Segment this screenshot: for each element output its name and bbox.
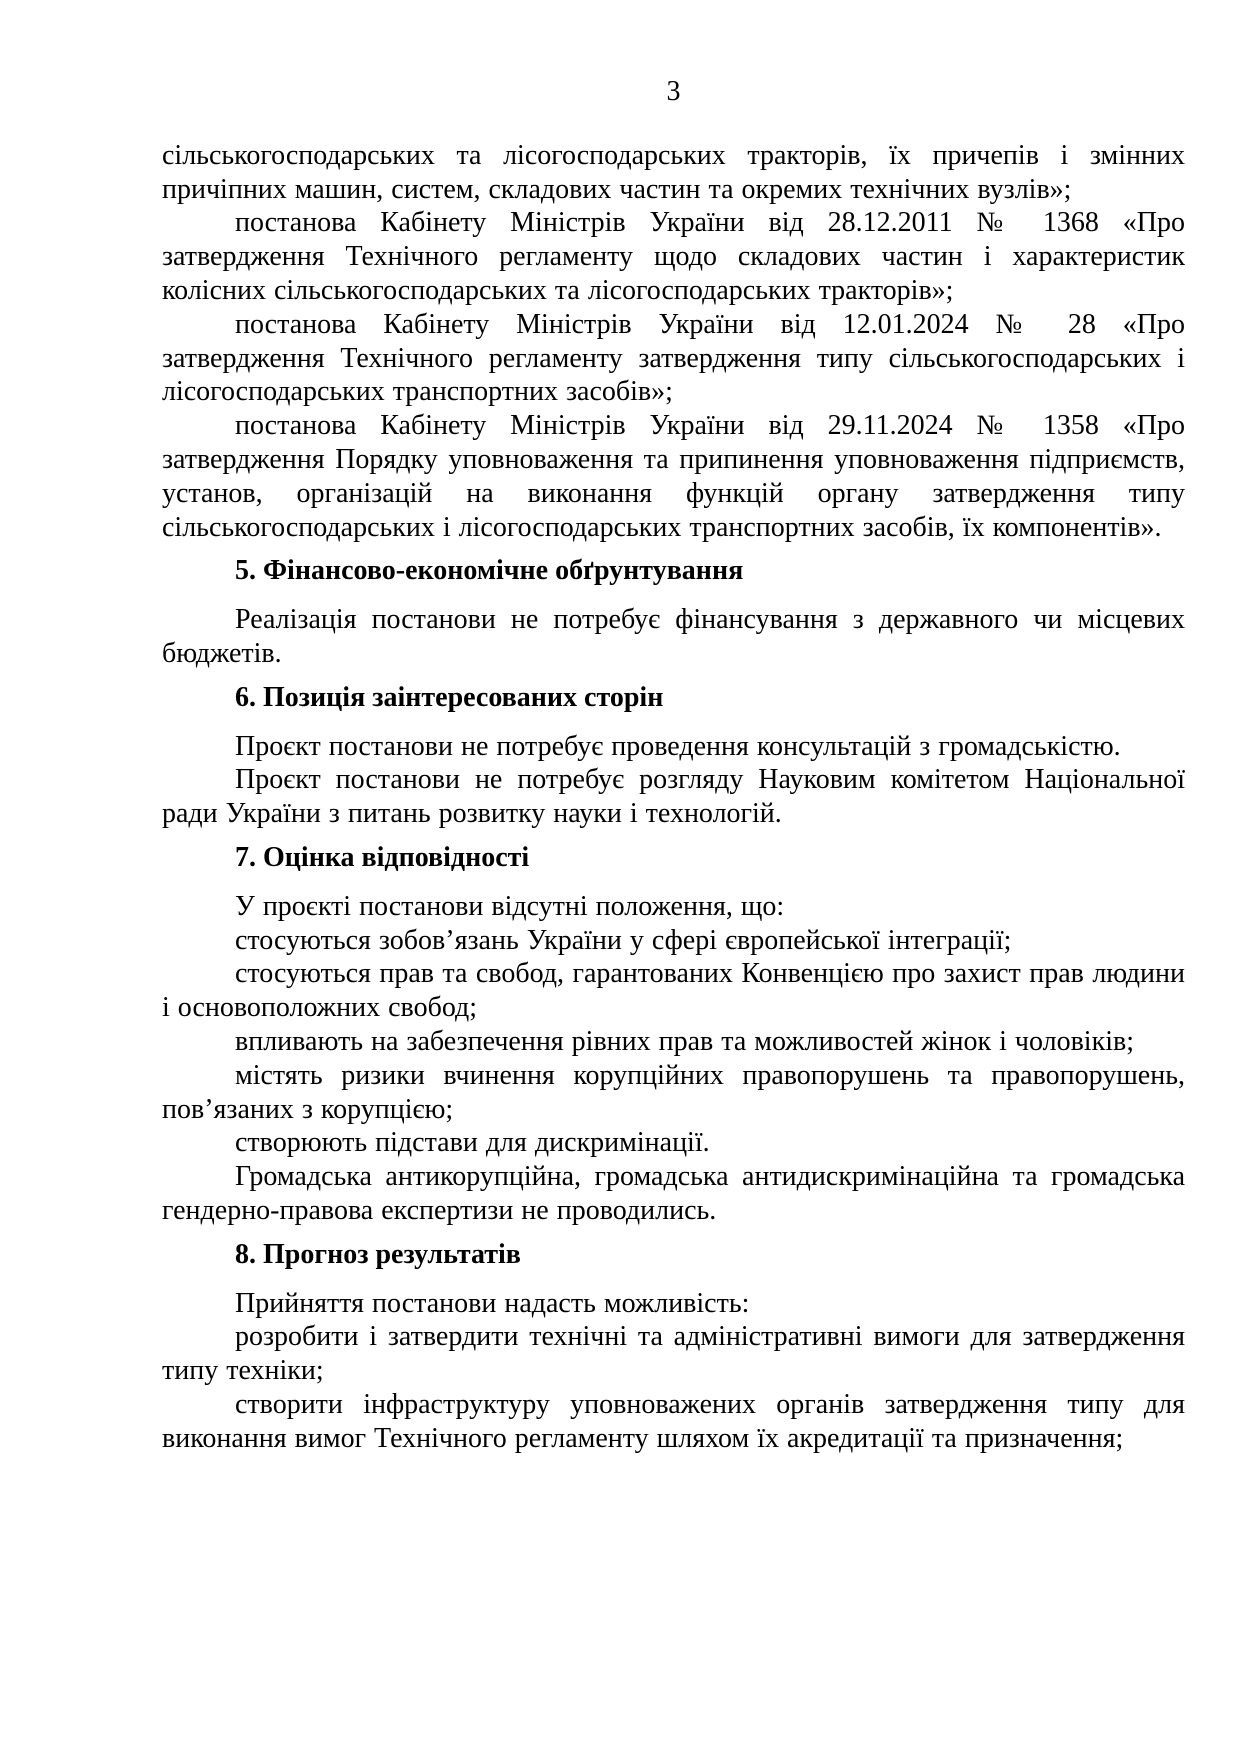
paragraph-no-science-committee-review: Проєкт постанови не потребує розгляду Науковим комітетом Національної ради України з питань розвитку науки і технологій.: [162, 764, 1185, 830]
paragraph-resolution-1358: постанова Кабінету Міністрів України від 29.11.2024 № 1358 «Про затвердження Порядку уповноваження та припинення уповноваження підприємств, установ, організацій на виконання функцій органу затвердження типу сільськогосподарських і лісогосподарських транспортних засобів, їх компонентів».: [162, 410, 1185, 543]
paragraph-no-public-consultations: Проєкт постанови не потребує проведення консультацій з громадськістю.: [235, 730, 1121, 762]
section-heading-stakeholder-position: 6. Позиція заінтересованих сторін: [235, 681, 664, 713]
paragraph-gender-equality-item: впливають на забезпечення рівних прав та можливостей жінок і чоловіків;: [235, 1025, 1134, 1057]
paragraph-discrimination-item: створюють підстави для дискримінації.: [235, 1127, 710, 1159]
paragraph-public-expertise-not-conducted: Громадська антикорупційна, громадська антидискримінаційна та громадська гендерно-правова експертизи не проводились.: [162, 1161, 1185, 1226]
section-heading-financial-justification: 5. Фінансово-економічне обґрунтування: [235, 555, 744, 587]
paragraph-adoption-enables-intro: Прийняття постанови надасть можливість:: [235, 1287, 750, 1319]
paragraph-no-funding-required: Реалізація постанови не потребує фінансування з державного чи місцевих бюджетів.: [162, 604, 1185, 669]
page-number: 3: [666, 76, 681, 107]
section-heading-compliance-assessment: 7. Оцінка відповідності: [235, 841, 530, 873]
paragraph-create-infrastructure-item: створити інфраструктуру уповноважених органів затвердження типу для виконання вимог Технічного регламенту шляхом їх акредитації та призначення;: [162, 1388, 1185, 1454]
paragraph-eu-integration-item: стосуються зобов’язань України у сфері європейської інтеграції;: [235, 924, 1012, 956]
paragraph-resolution-28: постанова Кабінету Міністрів України від 12.01.2024 № 28 «Про затвердження Технічного регламенту затвердження типу сільськогосподарських і лісогосподарських транспортних засобів»;: [162, 308, 1185, 408]
paragraph-acts-list-continuation: сільськогосподарських та лісогосподарських тракторів, їх причепів і змінних причіпних машин, систем, складових частин та окремих технічних вузлів»;: [162, 139, 1185, 205]
paragraph-absent-provisions-intro: У проєкті постанови відсутні положення, що:: [235, 890, 785, 922]
paragraph-develop-requirements-item: розробити і затвердити технічні та адміністративні вимоги для затвердження типу техніки;: [162, 1321, 1185, 1387]
paragraph-resolution-1368: постанова Кабінету Міністрів України від 28.12.2011 № 1368 «Про затвердження Технічного регламенту щодо складових частин і характеристик колісних сільськогосподарських та лісогосподарських тракторів»;: [162, 207, 1185, 306]
paragraph-rights-freedoms-item: стосуються прав та свобод, гарантованих Конвенцією про захист прав людини і основоположних свобод;: [162, 958, 1185, 1024]
section-heading-results-forecast: 8. Прогноз результатів: [235, 1238, 521, 1270]
paragraph-corruption-risks-item: містять ризики вчинення корупційних правопорушень та правопорушень, пов’язаних з корупцією;: [162, 1059, 1185, 1125]
